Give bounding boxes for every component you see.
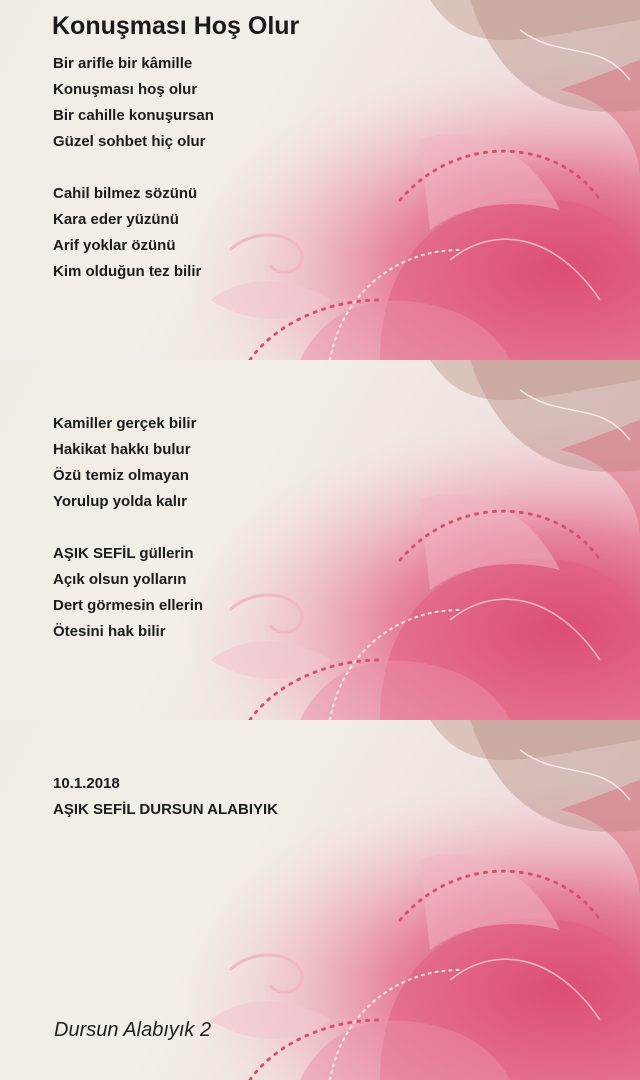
poem-line: Cahil bilmez sözünü bbox=[53, 185, 198, 202]
poem-line: Açık olsun yolların bbox=[53, 571, 187, 588]
poem-line: AŞIK SEFİL güllerin bbox=[53, 545, 194, 562]
poem-line: Arif yoklar özünü bbox=[53, 237, 176, 254]
poem-line: Bir cahille konuşursan bbox=[53, 107, 214, 124]
poem-line: Ötesini hak bilir bbox=[53, 623, 166, 640]
stanza-1 bbox=[53, 51, 214, 155]
poem-line: Hakikat hakkı bulur bbox=[53, 441, 191, 458]
poem-line: Kamiller gerçek bilir bbox=[53, 415, 197, 432]
poem-line: Güzel sohbet hiç olur bbox=[53, 133, 206, 150]
poem-line: Kara eder yüzünü bbox=[53, 211, 179, 228]
poem-line: Yorulup yolda kalır bbox=[53, 493, 187, 510]
poem-line: Kim olduğun tez bilir bbox=[53, 263, 202, 280]
stanza-4 bbox=[53, 541, 203, 645]
poem-author-line: AŞIK SEFİL DURSUN ALABIYIK bbox=[53, 801, 279, 818]
poem-line: Konuşması hoş olur bbox=[53, 81, 198, 98]
stanza-2 bbox=[53, 181, 201, 285]
poem-title: Konuşması Hoş Olur bbox=[52, 12, 300, 40]
poem-line: Özü temiz olmayan bbox=[53, 467, 189, 484]
poem-date: 10.1.2018 bbox=[53, 775, 120, 792]
author-signature: Dursun Alabıyık 2 bbox=[54, 1019, 212, 1041]
poem-line: Bir arifle bir kâmille bbox=[53, 55, 193, 72]
stanza-3 bbox=[53, 411, 196, 515]
poem-line: Dert görmesin ellerin bbox=[53, 597, 204, 614]
poem-date-author bbox=[53, 771, 278, 823]
